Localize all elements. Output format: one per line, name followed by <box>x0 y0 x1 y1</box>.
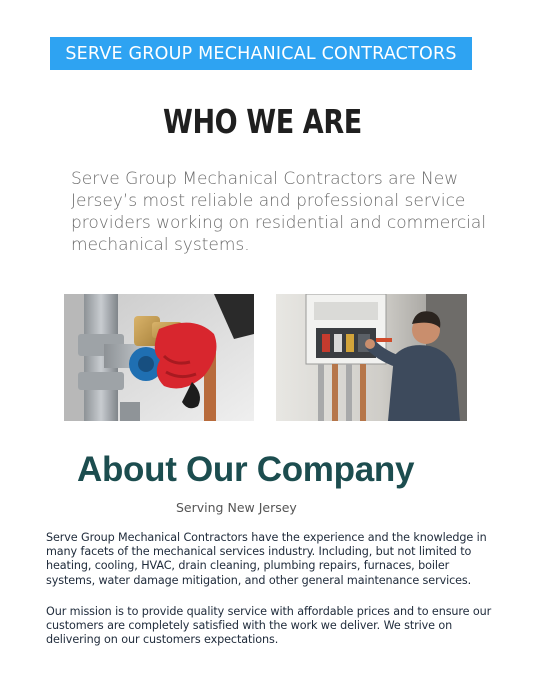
mission-paragraph: Our mission is to provide quality service with affordable prices and to ensure our customers are completely satisfied with the work we deliver. We strive on delivering on our customers expectations. <box>46 605 492 647</box>
boiler-technician-illustration <box>276 294 467 421</box>
boiler-technician-photo <box>276 294 467 421</box>
about-subheading: Serving New Jersey <box>176 500 297 515</box>
brand-banner-text: SERVE GROUP MECHANICAL CONTRACTORS <box>65 43 457 64</box>
who-we-are-heading: WHO WE ARE <box>163 102 362 141</box>
pipe-repair-illustration <box>64 294 254 421</box>
about-heading: About Our Company <box>77 450 415 489</box>
brand-banner <box>50 37 472 70</box>
pipe-repair-photo <box>64 294 254 421</box>
experience-paragraph: Serve Group Mechanical Contractors have the experience and the knowledge in many facets of the mechanical services industry. Including, but not limited to heating, cooling, HVAC, drain cleaning, plumbing repairs, furnaces, boiler systems, water damage mitigation, and other general maintenance services. <box>46 531 487 587</box>
intro-paragraph: Serve Group Mechanical Contractors are New Jersey’s most reliable and professional service providers working on residential and commercial mechanical systems. <box>71 169 487 255</box>
